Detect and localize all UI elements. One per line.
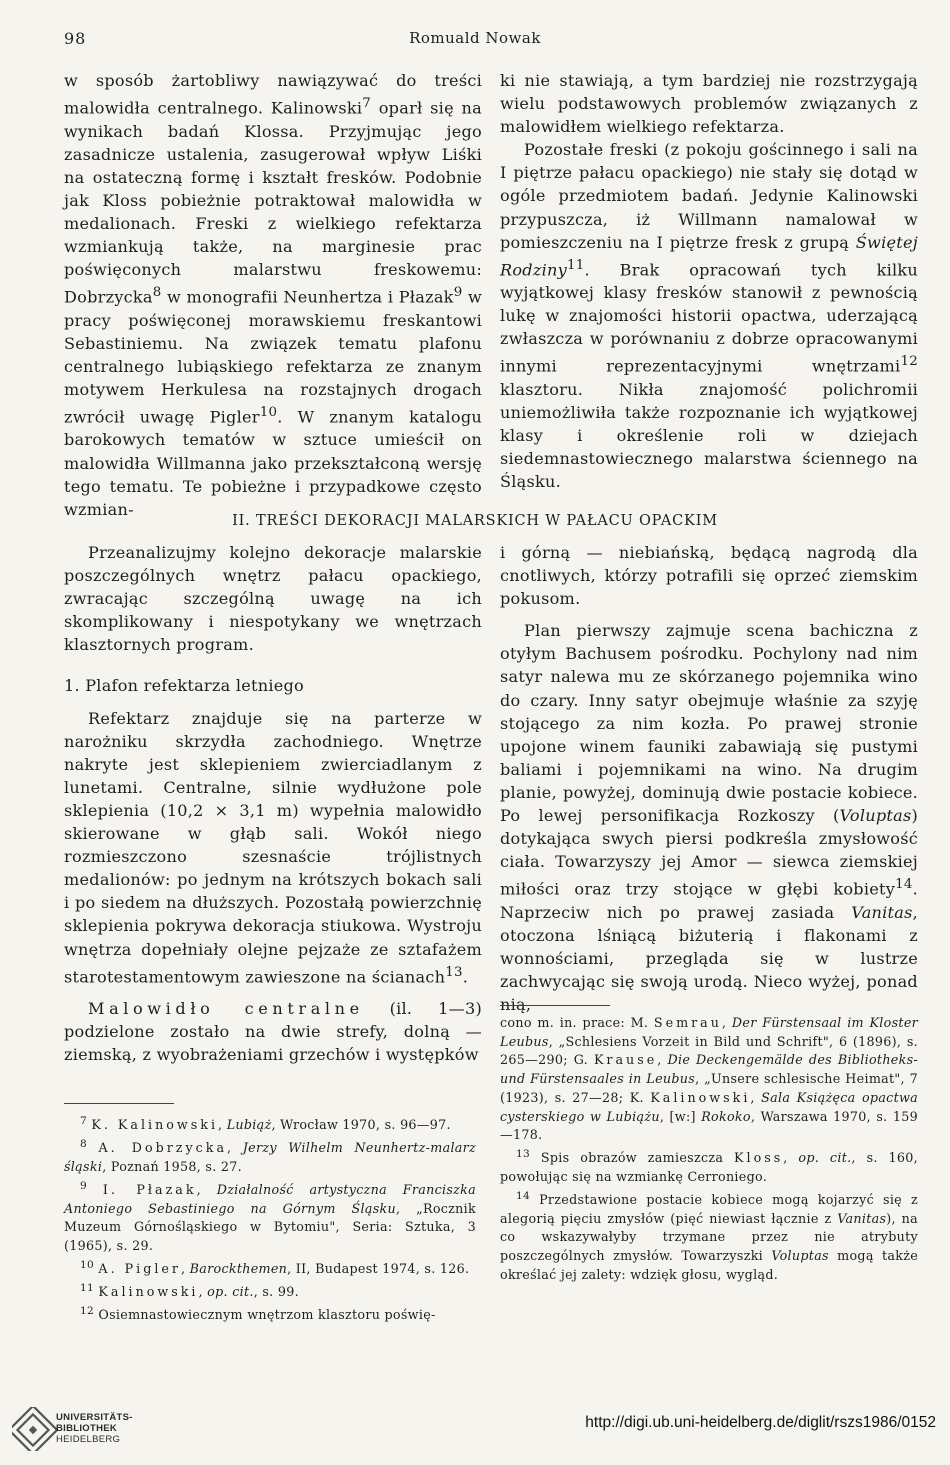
right-column-bottom [500,541,918,1016]
footnote-continuation: cono m. in. prace: M. Semrau, Der Fürstensaal im Kloster Leubus, „Schlesiens Vorzeit in Bild und Schrift", 6 (1896), s. 265—290; G. Krause, Die Deckengemälde des Bibliotheks- und Fürstensaales in Leubus, „Unsere schlesische Heimat", 7 (1923), s. 27—28; K. Kalinowski, Sala Książęca opactwa cysterskiego w Lubiążu, [w:] Rokoko, Warszawa 1970, s. 159—178. [500,1015,919,1143]
footnotes-right [500,1005,918,1284]
footnote-13: $^{13}$ Spis obrazów zamieszcza Kloss, op. cit., s. 160, powołując się na wzmiankę Cerroniego. [500,1147,919,1184]
footnote-11: $^{11}$ Kalinowski, op. cit., s. 99. [80,1281,299,1299]
footnote-ref: 10 [259,405,278,421]
footnote-14: $^{14}$ Przedstawione postacie kobiece mogą kojarzyć się z alegorią pięciu zmysłów (pięć niewiast łącznie z Vanitas), na co wskazywałyby trzymane przez nie atrybuty poszczególnych zmysłów. Towarzyszki Voluptas mogą także określać jej zalety: wdzięk głosu, wygląd. [500,1189,918,1282]
right-column-top [500,69,918,493]
logo-text: UNIVERSITÄTS- BIBLIOTHEK HEIDELBERG [56,1412,133,1445]
footnote-ref: 7 [362,96,372,112]
paragraph: Przeanalizujmy kolejno dekoracje malarskie poszczególnych wnętrz pałacu opackiego, zwracając szczególną uwagę na ich skomplikowany i niespotykany we wnętrzach klasztornych program. [64,543,482,655]
source-url-link[interactable]: http://digi.ub.uni-heidelberg.de/diglit/rszs1986/0152 [585,1414,936,1431]
subheading: 1. Plafon refektarza letniego [64,676,304,696]
footnote-ref: 8 [152,285,162,301]
paragraph: Malowidło centralne (il. 1—3) podzielone zostało na dwie strefy, dolną — ziemską, z wyobrażeniami grzechów i występków [64,999,482,1065]
footnote-9: $^9$ I. Płazak, Działalność artystyczna Franciszka Antoniego Sebastiniego na Górnym Śląsku, „Rocznik Muzeum Górnośląskiego w Bytomiu", Seria: Sztuka, 3 (1965), s. 29. [64,1179,476,1253]
footnote-8: $^8$ A. Dobrzycka, Jerzy Wilhelm Neunhertz-malarz śląski, Poznań 1958, s. 27. [64,1137,477,1174]
footnote-7: $^7$ K. Kalinowski, Lubiąż, Wrocław 1970, s. 96—97. [80,1115,451,1133]
paragraph: ki nie stawiają, a tym bardziej nie rozstrzygają wielu podstawowych problemów związanych z malowidłem wielkiego refektarza. [500,71,918,137]
footnote-ref: 14 [895,877,913,893]
footnote-10: $^{10}$ A. Pigler, Barockthemen, II, Budapest 1974, s. 126. [80,1258,470,1276]
footnote-ref: 12 [900,354,918,370]
footnote-ref: 9 [453,285,463,301]
paragraph: Plan pierwszy zajmuje scena bachiczna z otyłym Bachusem pośrodku. Pochylony nad nim satyr nalewa mu ze skórzanego pojemnika wino do czary. Inny satyr obejmuje właśnie za szyję stojącego za nim kozła. Po prawej stronie upojone winem fauniki zabawiają się pustymi baliami i pojemnikami na wino. Na drugim planie, powyżej, dominują dwie postacie kobiece. Po lewej personifikacja Rozkoszy (Voluptas) dotykająca swych piersi podkreśla zmysłowość ciała. Towarzyszy jej Amor — siewca ziemskiej miłości oraz trzy stojące w głębi kobiety$^{14}$. Naprzeciw nich po prawej zasiada Vanitas, otoczona lśniącą biżuterią i flakonami z wonnościami, przegląda się w lustrze zachwycając się swoją urodą. Nieco wyżej, ponad nią, [500,621,918,1015]
footnotes-left [64,1103,476,1324]
left-column-bottom [64,541,482,1066]
running-head: Romuald Nowak [409,29,541,47]
left-column-top [64,69,482,521]
paragraph: i górną — niebiańską, będącą nagrodą dla cnotliwych, którzy potrafili się oprzeć ziemskim pokusom. [500,543,918,609]
page-number: 98 [64,29,87,48]
paragraph: Pozostałe freski (z pokoju gościnnego i sali na I piętrze pałacu opackiego) nie stały się dotąd w ogóle przedmiotem badań. Jedynie Kalinowski przypuszcza, iż Willmann namalował w pomieszczeniu na I piętrze fresk z grupą Świętej Rodziny$^{11}$. Brak opracowań tych kilku wyjątkowej klasy fresków stanowił z pewnością lukę w znajomości historii opactwa, uderzającą zwłaszcza w porównaniu z dobrze opracowanymi innymi reprezentacyjnymi wnętrzami$^{12}$ klasztoru. Nikła znajomość polichromii uniemożliwiła także rozpoznanie ich wyjątkowej klasy i określenie roli w dziejach siedemnastowiecznego malarstwa ściennego na Śląsku. [500,140,918,492]
paragraph: Refektarz znajduje się na parterze w narożniku skrzydła zachodniego. Wnętrze nakryte jest sklepieniem zwierciadlanym z lunetami. Centralne, silnie wydłużone pole sklepienia (10,2 × 3,1 m) wypełnia malowidło skierowane w głąb sali. Wokół niego rozmieszczono szesnaście trójlistnych medalionów: po jednym na krótszych bokach sali i po siedem na dłuższych. Pozostałą powierzchnię sklepienia pokrywa dekoracja stiukowa. Wystroju wnętrza dopełniały olejne pejzaże ze sztafażem starotestamentowym zawieszone na ścianach$^{13}$. [64,708,482,986]
paragraph: w sposób żartobliwy nawiązywać do treści malowidła centralnego. Kalinowski$^7$ oparł się na wynikach badań Klossa. Przyjmując jego zasadnicze ustalenia, zasugerował wpływ Liśki na ostateczną formę i kształt fresków. Podobnie jak Kloss pobieżnie potraktował malowidła w medalionach. Freski z wielkiego refektarza wzmiankują także, na marginesie prac poświęconych malarstwu freskowemu: Dobrzycka$^8$ w monografii Neunhertza i Płazak$^9$ w pracy poświęconej morawskiemu freskantowi Sebastiniemu. Na związek tematu plafonu centralnego lubiąskiego refektarza ze znanym motywem Herkulesa na rozstajnych drogach zwrócił uwagę Pigler$^{10}$. W znanym katalogu barokowych tematów w sztuce umieścił on malowidła Willmanna jako przekształconą wersję tego tematu. Te pobieżne i przypadkowe często wzmian- [64,71,482,519]
footnote-ref: 11 [566,257,585,273]
footnote-12: $^{12}$ Osiemnastowiecznym wnętrzom klasztoru poświę- [80,1304,436,1322]
footnote-ref: 13 [445,964,463,980]
section-heading: II. TREŚCI DEKORACJI MALARSKICH W PAŁACU OPACKIM [232,513,718,529]
footnote-rule [64,1103,174,1104]
footnote-rule [500,1005,610,1006]
